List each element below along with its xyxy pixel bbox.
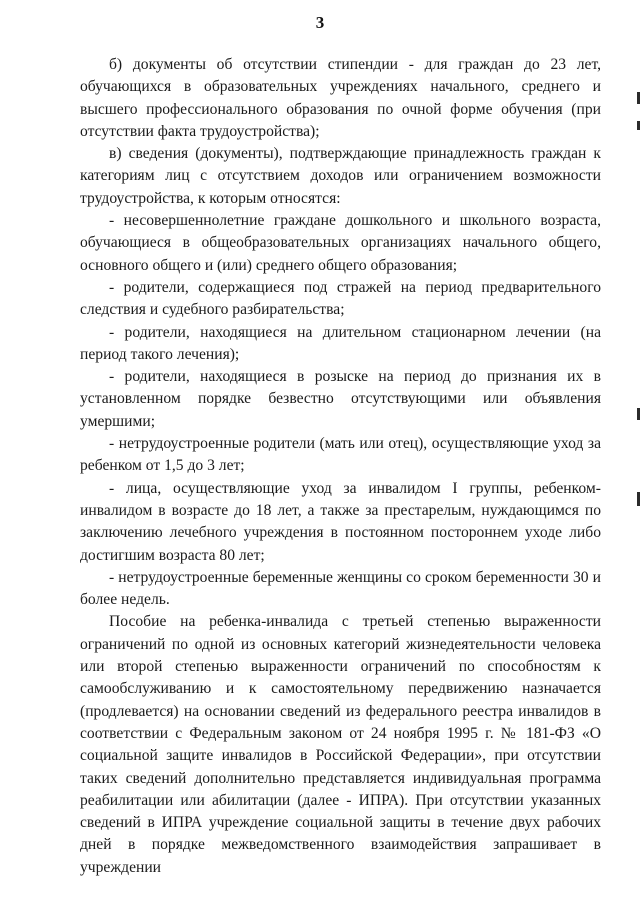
list-item-pregnant-women: - нетрудоустроенные беременные женщины со сроком беременности 30 и более недель. [80, 568, 601, 609]
page-number: 3 [315, 13, 325, 32]
paragraph-disabled-child-allowance: Пособие на ребенка-инвалида с третьей степенью выраженности ограничений по одной из основных категорий жизнедеятельности человека или второй степенью выраженности ограничений по способностям к самообслуживанию и к самостоятельному передвижению назначается (продлевается) на основании сведений из федерального реестра инвалидов в соответствии с Федеральным законом от 24 ноября 1995 г. № 181-ФЗ «О социальной защите инвалидов в Российской Федерации», при отсутствии таких сведений дополнительно представляется индивидуальная программа реабилитации или абилитации (далее - ИПРА). При отсутствии указанных сведений в ИПРА учреждение социальной защиты в течение двух рабочих дней в порядке межведомственного взаимодействия запрашивает в учреждении [80, 613, 601, 876]
document-body [80, 54, 601, 879]
paragraph-category-documents: в) сведения (документы), подтверждающие принадлежность граждан к категориям лиц с отсутствием доходов или ограничением возможности трудоустройства, к которым относятся: [80, 145, 601, 207]
list-item-parents-wanted: - родители, находящиеся в розыске на период до признания их в установленном порядке безвестно отсутствующими или объявления умершими; [80, 368, 601, 430]
list-item-caregivers: - лица, осуществляющие уход за инвалидом I группы, ребенком-инвалидом в возрасте до 18 лет, а также за престарелым, нуждающимся по заключению лечебного учреждения в постоянном постороннем уходе либо достигшим возраста 80 лет; [80, 479, 601, 564]
paragraph-scholarship-documents: б) документы об отсутствии стипендии - для граждан до 23 лет, обучающихся в образовательных учреждениях начального, среднего и высшего профессионального образования по очной форме обучения (при отсутствии факта трудоустройства); [80, 56, 601, 140]
list-item-parents-in-hospital: - родители, находящиеся на длительном стационарном лечении (на период такого лечения); [80, 323, 601, 363]
list-item-unemployed-parents: - нетрудоустроенные родители (мать или отец), осуществляющие уход за ребенком от 1,5 до 3 лет; [80, 435, 601, 475]
list-item-minors: - несовершеннолетние граждане дошкольного и школьного возраста, обучающиеся в общеобразовательных организациях начального общего, основного общего и (или) среднего общего образования; [80, 212, 601, 274]
list-item-parents-in-custody: - родители, содержащиеся под стражей на период предварительного следствия и судебного разбирательства; [80, 278, 601, 319]
